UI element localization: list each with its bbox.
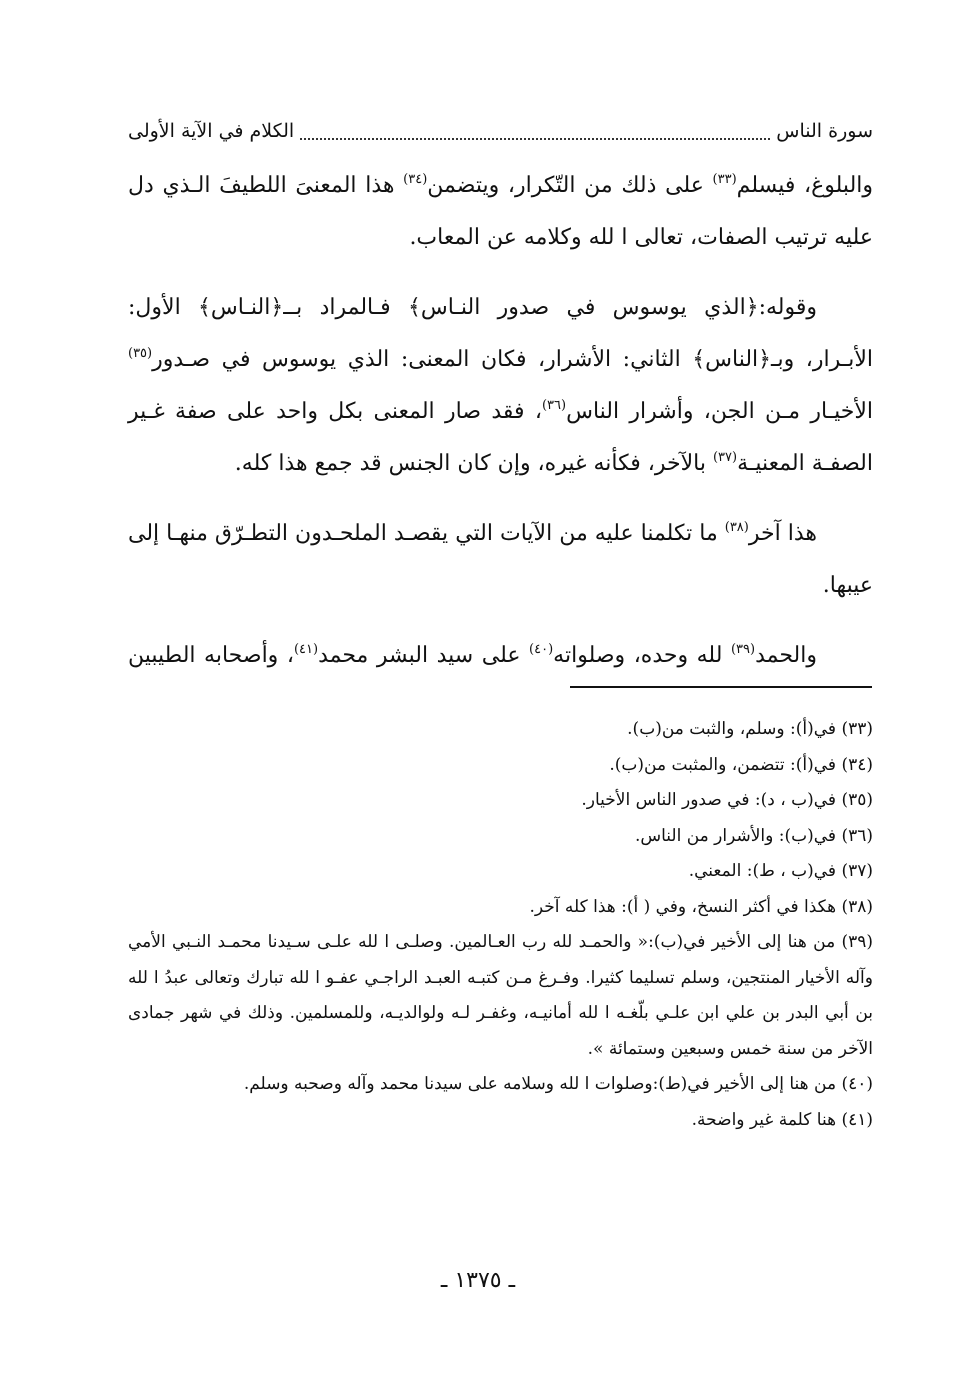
footnote-text: من هنا إلى الأخير في(ب):« والحمـد لله رب العـالمين. وصلـى ا لله علـى سـيدنا محمـد النـبي الأمي وآله الأخيار المنتجين، وسلم تسليما كثيرا. وفـرغ مـن كتبـه العبـد الراجـي عفـو ا لله تبارك وتعالى عبدُ ا لله بن أبي البدر بن علي ابن علـي بلّغـه ا لله أمانيـه، وغفـر لـه ولوالديـه، وللمسلمين. وذلك في شهر جمادى الآخر من سنة خمس وسبعين وستمائة ». xyxy=(128,932,873,1059)
footnote-text: هنا كلمة غير واضحة. xyxy=(691,1109,842,1130)
footnote-number: (٣٧) xyxy=(841,861,873,881)
dot-leader xyxy=(300,128,770,140)
footnote-ref: (٣٦) xyxy=(541,398,567,413)
text-run: وقوله:﴿الذي يوسوس في صدور النـاس﴾ فـالمراد بــ﴿النـاس﴾ الأول: الأبـرار، وبـ﴿الناس﴾ الثاني: الأشرار، فكان المعنى: الذي يوسوس في صـدور xyxy=(128,295,873,372)
footnote-ref: (٤٠) xyxy=(529,642,554,657)
footnote-separator xyxy=(570,686,872,688)
footnote-text: هكذا في أكثر النسخ، وفي ( أ): هذا كله آخر. xyxy=(529,896,842,917)
surah-title: سورة الناس xyxy=(776,120,873,142)
footnote-ref: (٣٩) xyxy=(730,642,756,657)
text-run: هذا المعنىَ اللطيفَ الـذي دل عليه ترتيب الصفات، تعالى ا لله وكلامه عن المعاب. xyxy=(128,173,873,250)
main-text xyxy=(128,160,873,682)
footnote-number: (٣٨) xyxy=(841,896,873,917)
footnote-number: (٣٩) xyxy=(841,932,873,952)
footnote xyxy=(128,854,873,890)
paragraph-2 xyxy=(128,282,873,490)
footnote xyxy=(128,748,873,784)
text-run: على ذلك من التّكرار، ويتضمن xyxy=(427,173,713,198)
footnote-ref: (٣٤) xyxy=(403,172,428,187)
footnote xyxy=(128,925,873,1067)
footnote-text: في(أ): تتضمن، والمثبت من(ب). xyxy=(609,754,842,775)
text-run: ما تكلمنا عليه من الآيات التي يقصـد الملحـدون التطـرّق منهـا إلى عيبها. xyxy=(128,521,873,598)
footnote-ref: (٣٥) xyxy=(128,346,153,361)
footnote xyxy=(128,890,873,926)
footnotes xyxy=(128,712,873,1138)
text-run: لله وحده، وصلواته xyxy=(553,643,731,668)
text-run: ، فقد صار المعنى بكل واحد على صفة غـير الصفـة المعنيـة xyxy=(128,399,873,476)
footnote-text: في(ب): والأشرار من الناس. xyxy=(634,825,842,846)
footnote-text: في(أ): وسلم، والثبت من(ب). xyxy=(627,719,842,739)
paragraph-1 xyxy=(128,160,873,264)
footnote xyxy=(128,1067,873,1103)
paragraph-4 xyxy=(128,630,873,682)
text-run: الأخيـار مـن الجن، وأشرار الناس xyxy=(566,399,873,424)
text-run: والحمد xyxy=(755,643,817,668)
footnote xyxy=(128,1103,873,1139)
footnote-text: في(ب ، ط): المعني. xyxy=(688,861,842,881)
footnote-text: من هنا إلى الأخير في(ط):وصلوات ا لله وسلامه على سيدنا محمد وآله وصحبه وسلم. xyxy=(243,1074,842,1094)
section-title: الكلام في الآية الأولى xyxy=(128,120,295,142)
text-run: ، وأصحابه الطيبين xyxy=(128,643,294,668)
footnote-number: (٤١) xyxy=(841,1109,873,1130)
footnote xyxy=(128,712,873,748)
footnote-ref: (٣٧) xyxy=(712,450,738,465)
footnote xyxy=(128,783,873,819)
footnote-number: (٣٦) xyxy=(841,825,873,846)
footnote-ref: (٤١) xyxy=(293,642,319,657)
running-head xyxy=(128,112,873,146)
footnote-ref: (٣٨) xyxy=(724,520,749,535)
text-run: هذا آخر xyxy=(748,521,817,546)
footnote-number: (٣٤) xyxy=(841,754,873,775)
paragraph-3 xyxy=(128,508,873,612)
footnote xyxy=(128,819,873,855)
text-run: والبلوغ، فيسلم xyxy=(736,173,874,198)
footnote-ref: (٣٣) xyxy=(712,172,737,187)
text-run: بالآخر، فكأنه غيره، وإن كان الجنس قد جمع هذا كله. xyxy=(234,451,713,476)
text-run: على سيد البشر محمد xyxy=(318,643,530,668)
footnote-text: في(ب ، د): في صدور الناس الأخيار. xyxy=(581,790,842,810)
footnote-number: (٣٣) xyxy=(841,719,873,739)
page-number: ـ ١٣٧٥ ـ xyxy=(440,1268,516,1293)
footnote-number: (٤٠) xyxy=(841,1074,873,1094)
footnote-number: (٣٥) xyxy=(841,790,873,810)
